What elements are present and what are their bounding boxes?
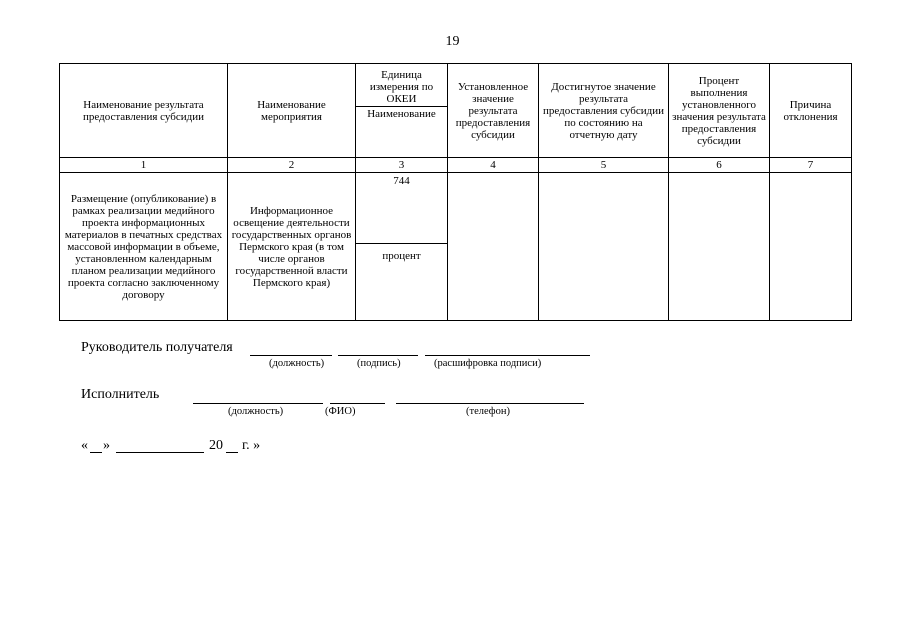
header-achieved-value: Достигнутое значение результата предоставления субсидии по состоянию на отчетную дату: [539, 64, 669, 158]
report-table: [59, 63, 852, 321]
date-close-quote: »: [103, 438, 110, 453]
cell-result: Размещение (опубликование) в рамках реализации медийного проекта информационных материалов в печатных средствах массовой информации в объеме, установленном календарным планом реализации медийного проекта согласно заключенному договору: [60, 173, 228, 321]
column-number-row: [60, 158, 852, 173]
cell-reason: [770, 173, 852, 321]
page-number: 19: [445, 34, 460, 49]
header-unit-name: Наименование: [356, 107, 448, 158]
cell-percent: [669, 173, 770, 321]
executor-name-caption: (ФИО): [325, 406, 356, 417]
executor-label: Исполнитель: [81, 387, 160, 402]
table-row: [60, 173, 852, 321]
executor-phone-line[interactable]: [396, 403, 584, 404]
executor-name-line[interactable]: [330, 403, 385, 404]
head-position-caption: (должность): [269, 358, 325, 369]
header-reason: Причина отклонения: [770, 64, 852, 158]
executor-position-line[interactable]: [193, 403, 323, 404]
column-number: 5: [539, 158, 669, 173]
header-activity-name: Наименование мероприятия: [228, 64, 356, 158]
column-number: 7: [770, 158, 852, 173]
head-signature-caption: (подпись): [357, 358, 401, 369]
executor-position-caption: (должность): [228, 406, 284, 417]
head-label: Руководитель получателя: [81, 340, 233, 355]
date-open-quote: «: [81, 438, 88, 453]
head-position-line[interactable]: [250, 355, 332, 356]
cell-activity: Информационное освещение деятельности государственных органов Пермского края (в том числе органов государственной власти Пермского края): [228, 173, 356, 321]
cell-planned-value: [448, 173, 539, 321]
cell-unit-code: 744: [356, 174, 447, 244]
head-decryption-line[interactable]: [425, 355, 590, 356]
column-number: 6: [669, 158, 770, 173]
date-year-prefix: 20: [209, 438, 223, 453]
cell-achieved-value: [539, 173, 669, 321]
executor-phone-caption: (телефон): [466, 406, 510, 417]
column-number: 2: [228, 158, 356, 173]
date-year-line[interactable]: [226, 452, 238, 453]
column-number: 3: [356, 158, 448, 173]
head-decryption-caption: (расшифровка подписи): [434, 358, 542, 369]
header-percent: Процент выполнения установленного значения результата предоставления субсидии: [669, 64, 770, 158]
header-unit-group: Единица измерения по ОКЕИ: [356, 64, 448, 107]
date-day-line[interactable]: [90, 452, 102, 453]
date-year-suffix: г. »: [242, 438, 261, 453]
head-signature-line[interactable]: [338, 355, 418, 356]
cell-unit-name: процент: [382, 250, 421, 262]
header-result-name: Наименование результата предоставления субсидии: [60, 64, 228, 158]
date-month-line[interactable]: [116, 452, 204, 453]
header-planned-value: Установленное значение результата предоставления субсидии: [448, 64, 539, 158]
column-number: 1: [60, 158, 228, 173]
cell-unit: [356, 173, 448, 321]
column-number: 4: [448, 158, 539, 173]
